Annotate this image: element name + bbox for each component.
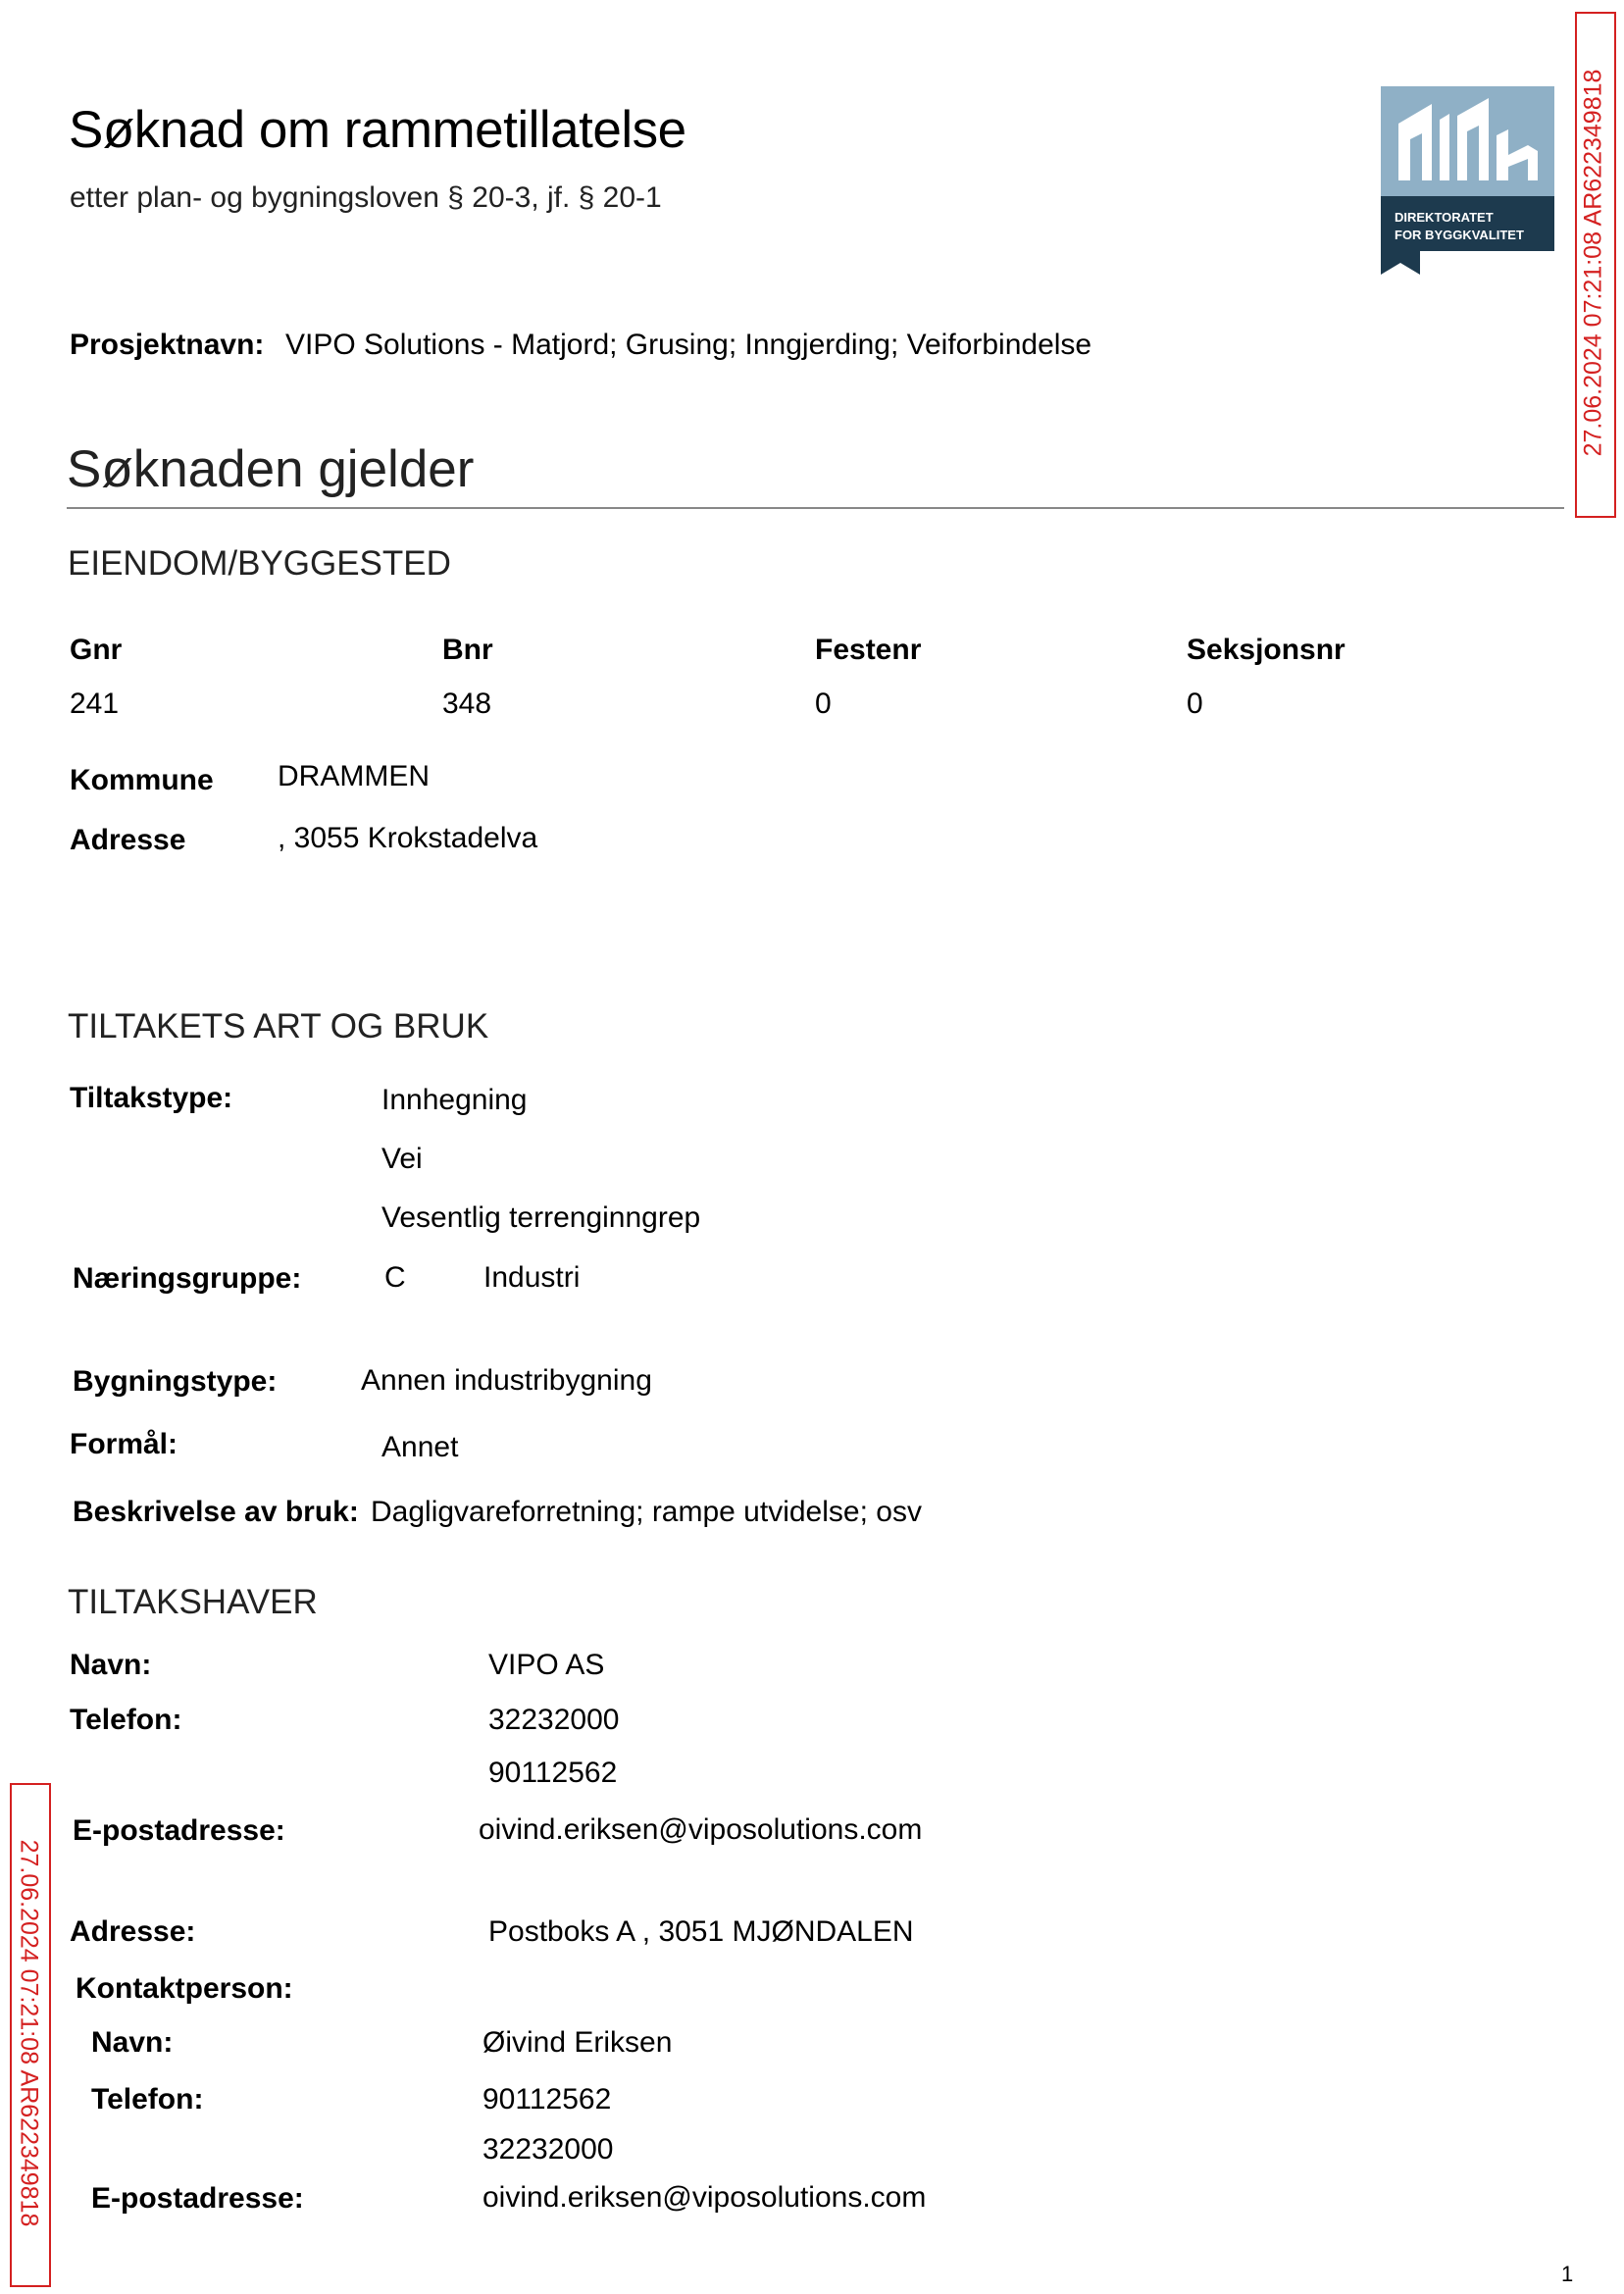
kommune-value: DRAMMEN [278, 760, 430, 792]
col-festenr-label: Festenr [815, 634, 922, 666]
owner-phone: 32232000 [488, 1704, 620, 1736]
contact-phone: 90112562 [482, 2083, 612, 2116]
stamp-left-text: 27.06.2024 07:21:08 AR622349818 [15, 1839, 43, 2227]
owner-email-value: oivind.eriksen@viposolutions.com [479, 1813, 923, 1846]
contact-email-value: oivind.eriksen@viposolutions.com [482, 2181, 927, 2214]
page-subtitle: etter plan- og bygningsloven § 20-3, jf. § 20-1 [70, 181, 662, 214]
owner-address-label: Adresse: [70, 1915, 196, 1948]
owner-email-label: E-postadresse: [73, 1814, 285, 1847]
stamp-right-text: 27.06.2024 07:21:08 AR622349818 [1579, 69, 1607, 457]
owner-name-label: Navn: [70, 1649, 152, 1681]
project-value: VIPO Solutions - Matjord; Grusing; Inngjerding; Veiforbindelse [285, 329, 1092, 361]
bruk-label: Beskrivelse av bruk: [73, 1496, 359, 1528]
contact-phone: 32232000 [482, 2133, 614, 2166]
adresse-label: Adresse [70, 824, 186, 856]
dibk-logo [1381, 86, 1554, 275]
col-seksjonsnr-label: Seksjonsnr [1187, 634, 1345, 666]
bruk-value: Dagligvareforretning; rampe utvidelse; osv [371, 1496, 922, 1528]
formal-value: Annet [381, 1431, 459, 1463]
project-label: Prosjektnavn: [70, 329, 265, 361]
section-title: Søknaden gjelder [67, 440, 475, 498]
logo-line1: DIREKTORATET [1395, 210, 1494, 225]
owner-phone-label: Telefon: [70, 1704, 182, 1736]
bygningstype-label: Bygningstype: [73, 1365, 278, 1398]
naeringsgruppe-code: C [384, 1261, 406, 1294]
contact-phone-label: Telefon: [91, 2083, 204, 2116]
tiltakstype-item: Vei [381, 1143, 423, 1175]
contact-person-label: Kontaktperson: [76, 1972, 293, 2005]
contact-name-value: Øivind Eriksen [482, 2026, 673, 2059]
festenr-value: 0 [815, 688, 832, 720]
adresse-value: , 3055 Krokstadelva [278, 822, 538, 854]
naeringsgruppe-name: Industri [483, 1261, 581, 1294]
col-gnr-label: Gnr [70, 634, 123, 666]
property-heading: EIENDOM/BYGGESTED [68, 544, 451, 583]
tiltakstype-item: Innhegning [381, 1084, 528, 1116]
logo-graphic [1381, 86, 1554, 275]
tiltakstype-item: Vesentlig terrenginngrep [381, 1201, 701, 1234]
page-number: 1 [1561, 2262, 1574, 2286]
gnr-value: 241 [70, 688, 120, 720]
owner-phone: 90112562 [488, 1757, 618, 1789]
contact-email-label: E-postadresse: [91, 2182, 304, 2215]
tiltakstype-label: Tiltakstype: [70, 1082, 233, 1114]
contact-name-label: Navn: [91, 2026, 174, 2059]
owner-heading: TILTAKSHAVER [68, 1583, 318, 1621]
col-bnr-label: Bnr [442, 634, 493, 666]
formal-label: Formål: [70, 1428, 178, 1460]
measure-heading: TILTAKETS ART OG BRUK [68, 1007, 489, 1045]
logo-line2: FOR BYGGKVALITET [1395, 228, 1524, 242]
section-divider [67, 507, 1564, 509]
bygningstype-value: Annen industribygning [361, 1364, 652, 1397]
owner-name-value: VIPO AS [488, 1649, 605, 1681]
bnr-value: 348 [442, 688, 492, 720]
kommune-label: Kommune [70, 764, 214, 796]
naeringsgruppe-label: Næringsgruppe: [73, 1262, 302, 1295]
page-title: Søknad om rammetillatelse [69, 101, 686, 159]
owner-address-value: Postboks A , 3051 MJØNDALEN [488, 1915, 914, 1948]
seksjonsnr-value: 0 [1187, 688, 1203, 720]
